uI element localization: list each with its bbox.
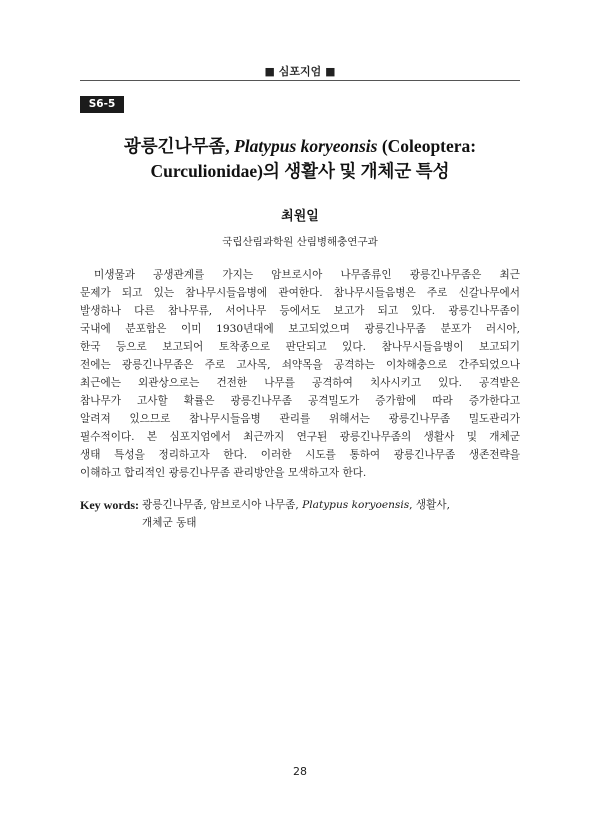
keywords-line-2: 개체군 동태: [142, 517, 197, 529]
author-name: 최원일: [281, 209, 319, 224]
abstract-line: 알려져 있으므로 참나무시들음병 관리를 위해서는 광릉긴나무좀 밀도관리가: [80, 413, 520, 425]
title-korean-name: 광릉긴나무좀,: [123, 136, 235, 156]
header-divider: [80, 80, 520, 81]
keywords-list: [142, 496, 520, 532]
title-line-2: Curculionidae)의 생활사 및 개체군 특성: [150, 161, 450, 181]
title-species-name: Platypus koryeonsis: [234, 136, 378, 156]
abstract-line: 전에는 광릉긴나무좀은 주로 고사목, 쇠약목을 공격하는 이차해충으로 간주되었으나: [80, 359, 520, 371]
session-code-badge: S6-5: [80, 96, 124, 113]
abstract-body: [80, 266, 520, 482]
running-header: ■ 심포지엄 ■: [264, 65, 336, 78]
abstract-line: 문제가 되고 있는 참나무시들음병에 관여한다. 참나무시들음병은 주로 신갈나무에서: [80, 287, 520, 299]
abstract-line: 참나무가 고사할 확률은 광릉긴나무좀 공격밀도가 증가함에 따라 증가한다고: [80, 395, 520, 407]
abstract-line: 국내에 분포함은 이미 1930년대에 보고되었으며 광릉긴나무좀 분포가 러시아,: [80, 323, 520, 335]
title-line-1: [80, 134, 520, 159]
abstract-line: 필수적이다. 본 심포지엄에서 최근까지 연구된 광릉긴나무좀의 생활사 및 개체군: [80, 431, 520, 443]
paper-title: [80, 134, 520, 184]
keywords-korean: 광릉긴나무좀, 암브로시아 나무좀,: [142, 499, 303, 511]
title-order: (Coleoptera:: [377, 136, 477, 156]
abstract-line: 한국 등으로 보고되어 토착종으로 판단되고 있다. 참나무시들음병이 보고되기: [80, 341, 520, 353]
keywords-tail: , 생활사,: [409, 499, 450, 511]
page-number: 28: [293, 765, 307, 778]
keywords-species: Platypus koryoensis: [302, 499, 410, 511]
abstract-line: 이해하고 합리적인 광릉긴나무좀 관리방안을 모색하고자 한다.: [80, 467, 367, 479]
abstract-line: 최근에는 외관상으로는 건전한 나무를 공격하여 치사시키고 있다. 공격받은: [80, 377, 520, 389]
keywords-line-1: [142, 496, 520, 514]
abstract-line: 생태 특성을 정리하고자 한다. 이러한 시도를 통하여 광릉긴나무좀 생존전략을: [80, 449, 520, 461]
abstract-line: 발생하나 다른 참나무류, 서어나무 등에서도 보고가 되고 있다. 광릉긴나무좀이: [80, 305, 520, 317]
keywords-label: Key words:: [80, 498, 139, 512]
author-affiliation: 국립산림과학원 산림병해충연구과: [222, 236, 378, 248]
abstract-line: 미생물과 공생관계를 가지는 암브로시아 나무좀류인 광릉긴나무좀은 최근: [94, 269, 520, 281]
